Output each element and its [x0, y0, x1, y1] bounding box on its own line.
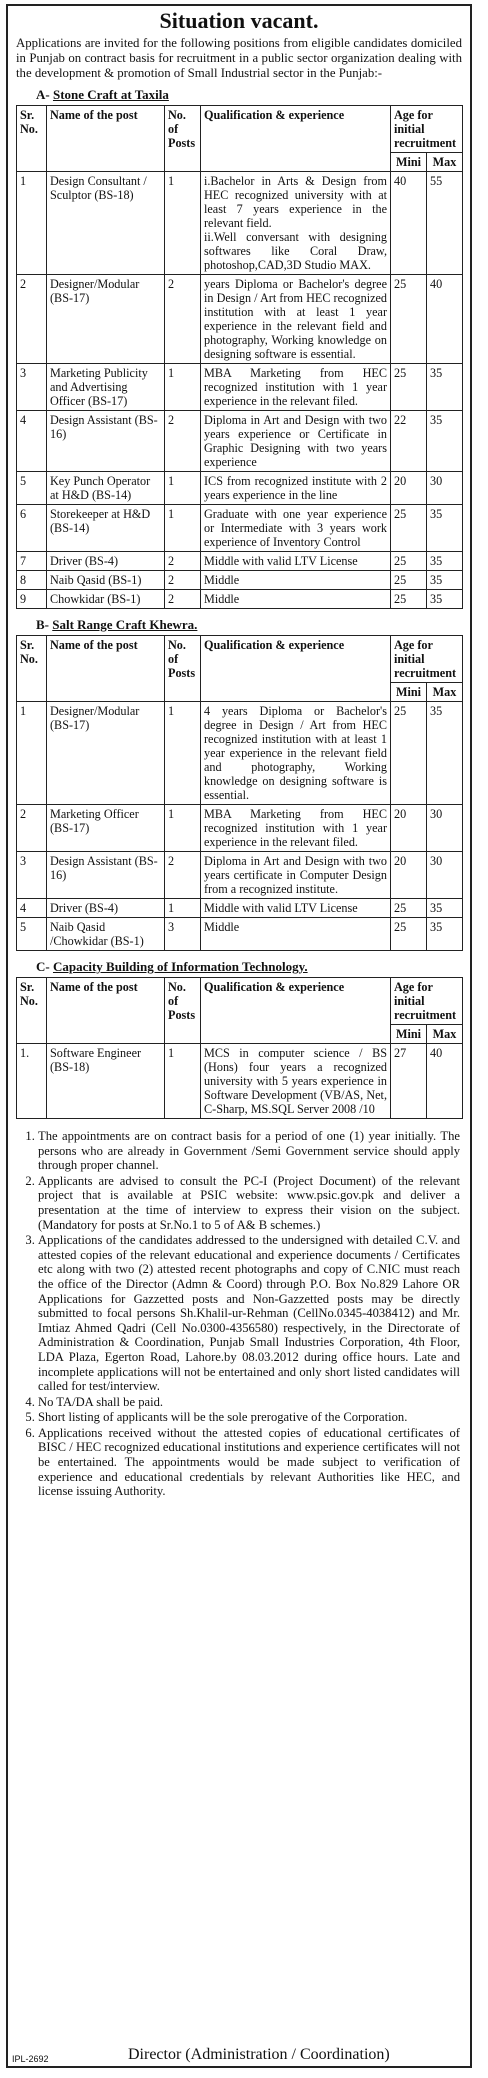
cell-post-name: Design Consultant / Sculptor (BS-18): [47, 172, 165, 275]
cell-qualification: Middle: [201, 590, 391, 609]
header-post-name: Name of the post: [47, 636, 165, 702]
header-post-name: Name of the post: [47, 978, 165, 1044]
cell-sr-no: 6: [17, 505, 47, 552]
cell-age-max: 55: [427, 172, 463, 275]
cell-age-max: 30: [427, 472, 463, 505]
header-qualification: Qualification & experience: [201, 636, 391, 702]
table-row: [17, 275, 463, 364]
cell-sr-no: 8: [17, 571, 47, 590]
cell-qualification: MCS in computer science / BS (Hons) four years a recognized university with 5 years experience in Software Development (VB/AS, Net, C-Sharp, MS.SQL Server 2008 /10: [201, 1044, 391, 1119]
cell-qualification: Middle: [201, 571, 391, 590]
cell-qualification: Middle with valid LTV License: [201, 552, 391, 571]
cell-age-min: 25: [391, 275, 427, 364]
cell-age-max: 30: [427, 852, 463, 899]
cell-sr-no: 2: [17, 805, 47, 852]
cell-age-min: 25: [391, 702, 427, 805]
cell-qualification: years Diploma or Bachelor's degree in Design / Art from HEC recognized institution with at least 1 year experience in the relevant field and photography, Working knowledge on designing software is essential.: [201, 275, 391, 364]
cell-post-name: Driver (BS-4): [47, 899, 165, 918]
header-age: Age for initial recruitment: [391, 978, 463, 1025]
cell-age-min: 25: [391, 505, 427, 552]
cell-sr-no: 3: [17, 364, 47, 411]
cell-age-max: 35: [427, 571, 463, 590]
cell-age-min: 20: [391, 472, 427, 505]
cell-sr-no: 7: [17, 552, 47, 571]
table-row: [17, 918, 463, 951]
cell-age-min: 27: [391, 1044, 427, 1119]
posts-table: [16, 635, 463, 951]
cell-sr-no: 1: [17, 702, 47, 805]
cell-qualification: Diploma in Art and Design with two years experience or Certificate in Graphic Designing with two years experience: [201, 411, 391, 472]
cell-age-min: 25: [391, 590, 427, 609]
header-max: Max: [427, 683, 463, 702]
cell-age-max: 40: [427, 1044, 463, 1119]
notes-list: [16, 1129, 460, 1499]
cell-post-name: Naib Qasid /Chowkidar (BS-1): [47, 918, 165, 951]
cell-post-name: Designer/Modular (BS-17): [47, 702, 165, 805]
section-title: Capacity Building of Information Technology.: [52, 959, 308, 974]
note-item: 4. No TA/DA shall be paid.: [38, 1395, 460, 1410]
cell-sr-no: 3: [17, 852, 47, 899]
cell-age-min: 20: [391, 852, 427, 899]
header-sr-no: Sr. No.: [17, 636, 47, 702]
cell-no-of-posts: 2: [165, 275, 201, 364]
header-max: Max: [427, 1025, 463, 1044]
cell-no-of-posts: 3: [165, 918, 201, 951]
cell-post-name: Chowkidar (BS-1): [47, 590, 165, 609]
table-row: [17, 411, 463, 472]
cell-sr-no: 5: [17, 918, 47, 951]
section-letter: A-: [36, 87, 50, 102]
cell-post-name: Naib Qasid (BS-1): [47, 571, 165, 590]
cell-no-of-posts: 1: [165, 899, 201, 918]
cell-age-min: 25: [391, 364, 427, 411]
table-row: [17, 505, 463, 552]
sections-container: [8, 85, 470, 1125]
section-title: Stone Craft at Taxila: [52, 87, 169, 102]
section-letter: C-: [36, 959, 50, 974]
table-row: [17, 702, 463, 805]
cell-sr-no: 4: [17, 899, 47, 918]
page-title: Situation vacant.: [159, 8, 319, 33]
table-row: [17, 805, 463, 852]
cell-age-min: 40: [391, 172, 427, 275]
header-no-of-posts: No. of Posts: [165, 636, 201, 702]
cell-no-of-posts: 2: [165, 552, 201, 571]
cell-qualification: MBA Marketing from HEC recognized institution with 1 year experience in the relevant filed.: [201, 805, 391, 852]
cell-age-max: 35: [427, 918, 463, 951]
cell-sr-no: 5: [17, 472, 47, 505]
cell-no-of-posts: 1: [165, 1044, 201, 1119]
header-sr-no: Sr. No.: [17, 106, 47, 172]
cell-sr-no: 1: [17, 172, 47, 275]
section-title: Salt Range Craft Khewra.: [52, 617, 198, 632]
intro-paragraph: Applications are invited for the following positions from eligible candidates domiciled in Punjab on contract basis for recruitment in a public sector organization dealing with the development & promotion of Small Industrial sector in the Punjab:-: [16, 36, 462, 80]
table-row: [17, 899, 463, 918]
header-qualification: Qualification & experience: [201, 978, 391, 1044]
section-heading: [8, 957, 470, 977]
cell-age-min: 25: [391, 918, 427, 951]
header-mini: Mini: [391, 683, 427, 702]
note-item: 5. Short listing of applicants will be the sole prerogative of the Corporation.: [38, 1410, 460, 1425]
cell-no-of-posts: 1: [165, 805, 201, 852]
header-age: Age for initial recruitment: [391, 106, 463, 153]
cell-sr-no: 1.: [17, 1044, 47, 1119]
cell-age-min: 22: [391, 411, 427, 472]
cell-post-name: Key Punch Operator at H&D (BS-14): [47, 472, 165, 505]
cell-age-max: 35: [427, 590, 463, 609]
cell-no-of-posts: 1: [165, 364, 201, 411]
note-item: 1. The appointments are on contract basis for a period of one (1) year initially. The persons who are already in Government /Semi Government service should apply through proper channel.: [38, 1129, 460, 1173]
cell-sr-no: 4: [17, 411, 47, 472]
cell-age-max: 35: [427, 899, 463, 918]
cell-qualification: Middle: [201, 918, 391, 951]
posts-table: [16, 977, 463, 1119]
cell-age-max: 35: [427, 552, 463, 571]
cell-no-of-posts: 1: [165, 505, 201, 552]
cell-qualification: ICS from recognized institute with 2 years experience in the line: [201, 472, 391, 505]
notes-block: [8, 1125, 470, 1499]
posts-table: [16, 105, 463, 609]
advertisement-page: [6, 4, 472, 2068]
cell-no-of-posts: 1: [165, 172, 201, 275]
table-row: [17, 571, 463, 590]
table-row: [17, 364, 463, 411]
table-row: [17, 172, 463, 275]
cell-post-name: Designer/Modular (BS-17): [47, 275, 165, 364]
cell-age-min: 25: [391, 571, 427, 590]
header-post-name: Name of the post: [47, 106, 165, 172]
header-max: Max: [427, 153, 463, 172]
cell-age-min: 20: [391, 805, 427, 852]
cell-qualification: i.Bachelor in Arts & Design from HEC recognized university with at least 7 years experience in the relevant field. ii.Well conversant with designing softwares like Coral Draw, photoshop,CAD,3D Studio MAX.: [201, 172, 391, 275]
cell-age-max: 30: [427, 805, 463, 852]
header-qualification: Qualification & experience: [201, 106, 391, 172]
cell-post-name: Marketing Officer (BS-17): [47, 805, 165, 852]
note-item: 3. Applications of the candidates addressed to the undersigned with detailed C.V. and attested copies of the relevant educational and experience documents / Certificates etc along with two (2) attested recent photographs and copy of C.NIC must reach the office of the Director (Admn & Coord) through P.O. Box No.829 Lahore OR Applications for Gazzetted posts and Non-Gazzetted posts may be directly submitted to focal persons Sh.Khalil-ur-Rehman (CellNo.0345-4038412) and Mr. Imtiaz Ahmed Qadri (Cell No.0300-4356580) respectively, in the Directorate of Administration & Coordination, Punjab Small Industries Corporation, 4th Floor, LDA Plaza, Egerton Road, Lahore.by 08.03.2012 during office hours. Late and incomplete applications will not be entertained and only short listed candidates will called for test/interview.: [38, 1233, 460, 1394]
table-row: [17, 852, 463, 899]
signature-line: Director (Administration / Coordination): [128, 2046, 390, 2063]
note-item: 2. Applicants are advised to consult the PC-I (Project Document) of the relevant project that is available at PSIC website: www.psic.gov.pk and deliver a presentation at the time of interview to express their vision on the subject. (Mandatory for posts at Sr.No.1 to 5 of A& B schemes.): [38, 1174, 460, 1232]
footer: [8, 2044, 470, 2064]
cell-qualification: Diploma in Art and Design with two years certificate in Computer Design from a recognized institute.: [201, 852, 391, 899]
cell-qualification: MBA Marketing from HEC recognized institution with 1 year experience in the relevant filed.: [201, 364, 391, 411]
section-heading: [8, 615, 470, 635]
cell-age-min: 25: [391, 552, 427, 571]
cell-post-name: Driver (BS-4): [47, 552, 165, 571]
cell-post-name: Design Assistant (BS-16): [47, 411, 165, 472]
cell-sr-no: 2: [17, 275, 47, 364]
cell-no-of-posts: 1: [165, 472, 201, 505]
header-mini: Mini: [391, 153, 427, 172]
cell-age-min: 25: [391, 899, 427, 918]
cell-qualification: Graduate with one year experience or Intermediate with 3 years work experience of Inventory Control: [201, 505, 391, 552]
section-letter: B-: [36, 617, 49, 632]
cell-post-name: Software Engineer (BS-18): [47, 1044, 165, 1119]
header-mini: Mini: [391, 1025, 427, 1044]
cell-qualification: 4 years Diploma or Bachelor's degree in Design / Art from HEC recognized institution with at least 1 year experience in the relevant field and photography, Working knowledge on designing software is essential.: [201, 702, 391, 805]
cell-age-max: 35: [427, 505, 463, 552]
section-heading: [8, 85, 470, 105]
table-row: [17, 1044, 463, 1119]
note-item: 6. Applications received without the attested copies of educational certificates of BISC / HEC recognized educational institutions and experience certificates will not be entertained. The appointments would be made subject to verification of experience and educational credentials by relevant Authorities like HEC, and license issuing Authority.: [38, 1426, 460, 1499]
cell-qualification: Middle with valid LTV License: [201, 899, 391, 918]
cell-no-of-posts: 2: [165, 590, 201, 609]
cell-sr-no: 9: [17, 590, 47, 609]
cell-no-of-posts: 2: [165, 571, 201, 590]
cell-age-max: 35: [427, 702, 463, 805]
cell-age-max: 35: [427, 364, 463, 411]
table-row: [17, 590, 463, 609]
header-no-of-posts: No. of Posts: [165, 106, 201, 172]
cell-no-of-posts: 2: [165, 852, 201, 899]
cell-no-of-posts: 2: [165, 411, 201, 472]
table-row: [17, 472, 463, 505]
header-no-of-posts: No. of Posts: [165, 978, 201, 1044]
cell-no-of-posts: 1: [165, 702, 201, 805]
header-age: Age for initial recruitment: [391, 636, 463, 683]
cell-post-name: Marketing Publicity and Advertising Officer (BS-17): [47, 364, 165, 411]
table-row: [17, 552, 463, 571]
reference-code: IPL-2692: [12, 2054, 49, 2064]
cell-post-name: Storekeeper at H&D (BS-14): [47, 505, 165, 552]
header-sr-no: Sr. No.: [17, 978, 47, 1044]
cell-age-max: 35: [427, 411, 463, 472]
cell-post-name: Design Assistant (BS-16): [47, 852, 165, 899]
cell-age-max: 40: [427, 275, 463, 364]
